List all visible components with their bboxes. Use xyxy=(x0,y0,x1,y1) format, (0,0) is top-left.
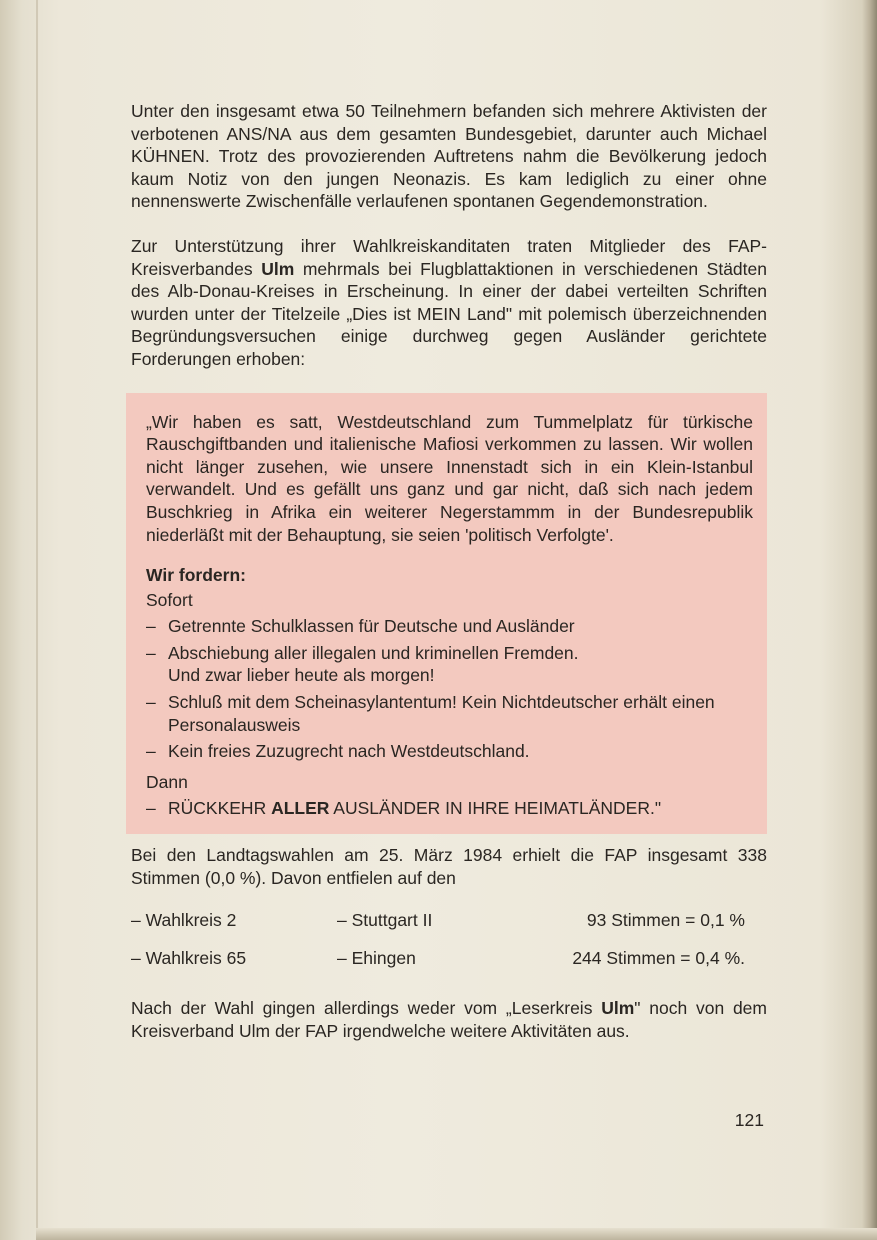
demands-immediately: Sofort xyxy=(146,589,193,610)
demand-text: Schluß mit dem Scheinasylantentum! Kein Nichtdeutscher erhält einen Personalausweis xyxy=(168,692,715,735)
demands-then: Dann xyxy=(146,771,188,792)
quote-intro: „Wir haben es satt, Westdeutschland zum Tummelplatz für türkische Rauschgiftbanden und italienische Mafiosi verkommen zu lassen. Wir wollen nicht länger zusehen, wie unsere Innenstadt sich in ein Klein-Istanbul verwandelt. Und es gefällt uns ganz und gar nicht, daß sich nach jedem Buschkrieg in Afrika ein weiterer Negerstammm in der Bundesrepublik niederläßt mit der Behauptung, sie seien 'politisch Verfolgte'. xyxy=(146,411,753,545)
final-demand-text xyxy=(168,797,753,820)
page-body xyxy=(131,100,767,1042)
demand-text: Getrennte Schulklassen für Deutsche und Ausländer xyxy=(168,616,575,637)
paragraph-flyer-bold-ulm: Ulm xyxy=(261,258,295,279)
demand-item-final xyxy=(146,797,753,820)
paragraph-flyer-text-before: Zur Unterstützung ihrer Wahlkreiskanditaten traten Mitglieder des FAP-Kreisverbandes xyxy=(131,235,767,279)
demand-text-continuation: Und zwar lieber heute als morgen! xyxy=(168,665,435,686)
dash-marker: – xyxy=(146,616,156,637)
final-demand-before: RÜCKKEHR xyxy=(168,798,272,819)
demand-text: Kein freies Zuzugrecht nach Westdeutschland. xyxy=(168,741,530,762)
paragraph-demonstration: Unter den insgesamt etwa 50 Teilnehmern befanden sich mehrere Aktivisten der verbotenen ANS/NA aus dem gesamten Bundesgebiet, darunter auch Michael KÜHNEN. Trotz des provozierenden Auftretens nahm die Bevölkerung jedoch kaum Notiz von den jungen Neonazis. Es kam lediglich zu einer ohne nennenswerte Zwischenfälle verlaufenen spontanen Gegendemonstration. xyxy=(131,101,767,212)
final-text-after: " noch von dem Kreisverband Ulm der FAP irgendwelche weitere Aktivitäten aus. xyxy=(131,998,767,1041)
demand-item xyxy=(146,740,753,763)
results-district: – Wahlkreis 65 xyxy=(131,947,247,968)
results-place: – Stuttgart II xyxy=(337,909,433,930)
demand-item xyxy=(146,642,753,687)
dash-marker: – xyxy=(146,741,156,762)
dash-marker: – xyxy=(146,642,156,663)
dash-marker: – xyxy=(146,798,156,819)
demand-text: Abschiebung aller illegalen und kriminellen Fremden. xyxy=(168,642,579,663)
dash-marker: – xyxy=(146,692,156,713)
final-text-before: Nach der Wahl gingen allerdings weder vom „Leserkreis xyxy=(131,998,602,1019)
results-votes: 93 Stimmen = 0,1 % xyxy=(586,909,745,930)
paragraph-after-election xyxy=(131,997,767,1042)
flyer-quote-box xyxy=(126,393,767,835)
results-place: – Ehingen xyxy=(337,947,416,968)
results-row xyxy=(131,901,767,939)
page-number: 121 xyxy=(734,1110,764,1130)
page-spine-shadow xyxy=(36,0,38,1240)
results-votes: 244 Stimmen = 0,4 %. xyxy=(572,947,745,968)
final-demand-after: AUSLÄNDER IN IHRE HEIMATLÄNDER." xyxy=(329,798,662,819)
results-district: – Wahlkreis 2 xyxy=(131,909,237,930)
demand-item xyxy=(146,691,753,736)
final-demand-bold: ALLER xyxy=(271,798,330,819)
demand-text-block xyxy=(168,642,753,687)
election-results-intro: Bei den Landtagswahlen am 25. März 1984 erhielt die FAP insgesamt 338 Stimmen (0,0 %). Davon entfielen auf den xyxy=(131,845,767,888)
paragraph-flyer-text-after: mehrmals bei Flugblattaktionen in verschiedenen Städten des Alb-Donau-Kreises in Erscheinung. In einer der dabei verteilten Schriften wurden unter der Titelzeile „Dies ist MEIN Land" mit polemisch überzeichnenden Begründungsversuchen einige durchweg gegen Ausländer gerichtete Forderungen erhoben: xyxy=(131,258,767,369)
paragraph-flyer-campaign xyxy=(131,235,767,371)
election-results-table xyxy=(131,901,767,977)
results-row xyxy=(131,939,767,977)
demand-item xyxy=(146,615,753,638)
demands-heading: Wir fordern: xyxy=(146,565,246,586)
page-bottom-edge xyxy=(36,1228,877,1240)
final-bold-ulm: Ulm xyxy=(601,998,635,1019)
